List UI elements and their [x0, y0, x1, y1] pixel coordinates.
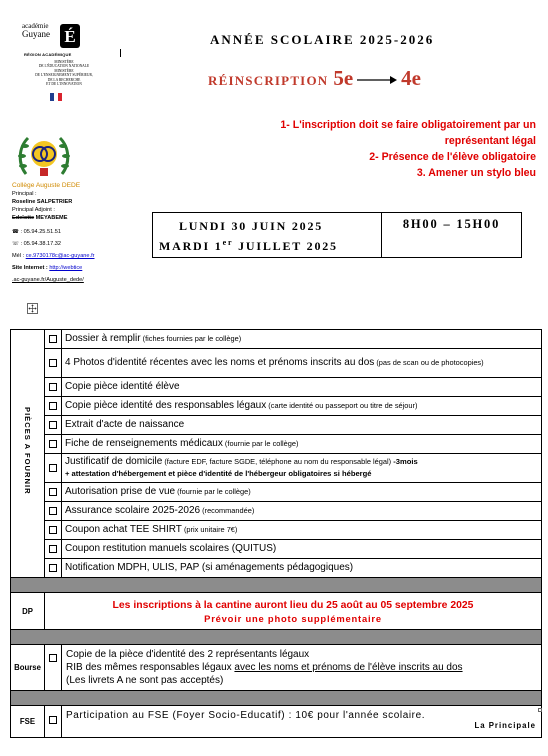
separator-row	[11, 578, 542, 593]
adjoint-name: MEYABEME	[35, 215, 68, 221]
item-text: Assurance scolaire 2025-2026	[65, 505, 201, 516]
site-link-continued[interactable]: .ac-guyane.fr/Auguste_dede/	[12, 277, 84, 283]
academie-logo-text	[22, 22, 50, 38]
academie-line2: Guyane	[22, 29, 50, 39]
item-note: (prix unitaire 7€)	[181, 525, 238, 534]
checkbox-cell[interactable]	[45, 330, 62, 349]
svg-text:É: É	[64, 27, 76, 46]
bourse-line3: (Les livrets A ne sont pas acceptés)	[66, 675, 224, 686]
date-line2	[159, 238, 338, 254]
list-item	[62, 397, 542, 416]
principal-name: Roseline SALPETRIER	[12, 199, 73, 205]
checkbox-cell[interactable]	[45, 645, 62, 691]
list-item	[62, 559, 542, 578]
item-text: Extrait d'acte de naissance	[65, 419, 185, 430]
item-note: (facture EDF, facture SGDE, téléphone au nom du responsable légal)	[162, 457, 392, 466]
fse-row	[11, 706, 542, 738]
separator-cell	[11, 630, 542, 645]
fse-label: FSE	[11, 706, 45, 738]
table-row	[11, 349, 542, 378]
arrow-right-icon	[357, 75, 397, 85]
list-item	[62, 483, 542, 502]
academie-line1: académie	[22, 22, 49, 30]
checkbox[interactable]	[49, 507, 57, 515]
site-row	[12, 264, 122, 272]
checkbox-cell[interactable]	[45, 483, 62, 502]
checkbox[interactable]	[49, 716, 57, 724]
principal-label: Principal :	[12, 191, 37, 197]
table-row	[11, 397, 542, 416]
item-note: (recommandée)	[200, 506, 255, 515]
item-text: Copie pièce identité des responsables légaux	[65, 400, 267, 411]
list-item	[62, 540, 542, 559]
checkbox-cell[interactable]	[45, 349, 62, 378]
date-line2-sup: er	[222, 238, 234, 247]
reinscription-label: RÉINSCRIPTION	[208, 73, 329, 88]
marianne-flag-icon	[50, 93, 62, 101]
item-note: (carte identité ou passeport ou titre de séjour)	[266, 401, 418, 410]
dates-box	[152, 212, 382, 258]
checkbox[interactable]	[49, 335, 57, 343]
grade-from: 5e	[333, 66, 354, 90]
mail-label: Mél :	[12, 253, 25, 259]
text-cursor	[120, 49, 121, 57]
bourse-content	[62, 645, 542, 691]
table-row	[11, 330, 542, 349]
checkbox[interactable]	[49, 488, 57, 496]
table-row	[11, 435, 542, 454]
school-info	[12, 182, 122, 284]
bourse-line1: Copie de la pièce d'identité des 2 représentants légaux	[66, 649, 310, 660]
date-line2-suffix: JUILLET 2025	[233, 239, 338, 253]
ministry-line: MINISTÈRE	[54, 60, 74, 64]
table-row	[11, 502, 542, 521]
dp-line1: Les inscriptions à la cantine auront lieu du 25 août au 05 septembre 2025	[112, 599, 474, 611]
separator-cell	[11, 578, 542, 593]
bourse-line2	[66, 661, 537, 674]
checkbox[interactable]	[49, 654, 57, 662]
list-item	[62, 521, 542, 540]
phone2: : 05.94.38.17.32	[20, 241, 61, 247]
pieces-section-label-cell	[11, 330, 45, 578]
table-row	[11, 378, 542, 397]
page-title: ANNÉE SCOLAIRE 2025-2026	[210, 32, 435, 47]
ministry-line: DE L'ÉDUCATION NATIONALE	[38, 64, 90, 69]
checkbox-cell[interactable]	[45, 559, 62, 578]
fax-icon: ☏	[12, 241, 19, 247]
table-row	[11, 416, 542, 435]
signature-label: La Principale	[474, 721, 536, 730]
item-bold: -3mois	[391, 457, 418, 466]
bourse-line2-underlined: avec les noms et prénoms de l'élève inscrits au dos	[234, 662, 463, 673]
instructions-notes	[280, 117, 536, 181]
phone-row-2	[12, 240, 122, 248]
list-item	[62, 349, 542, 378]
fse-content: Participation au FSE (Foyer Socio-Educatif) : 10€ pour l'année scolaire.	[62, 706, 542, 738]
item-note: (fournie par le collège)	[175, 487, 251, 496]
list-item	[62, 378, 542, 397]
item-text: Autorisation prise de vue	[65, 486, 176, 497]
table-row	[11, 559, 542, 578]
ministry-block	[24, 60, 104, 86]
item-text: Notification MDPH, ULIS, PAP	[65, 562, 200, 573]
note-line: représentant légal	[444, 135, 536, 147]
item-text: Fiche de renseignements médicaux	[65, 438, 223, 449]
item-text: Dossier à remplir	[65, 333, 141, 344]
separator-cell	[11, 691, 542, 706]
checkbox-cell[interactable]	[45, 706, 62, 738]
item-text: Copie pièce identité élève	[65, 381, 180, 392]
checkbox-cell[interactable]	[45, 540, 62, 559]
item-note: (si aménagements pédagogiques)	[199, 562, 354, 573]
checkbox[interactable]	[49, 402, 57, 410]
adjoint-name-struck: Edelotte	[12, 215, 35, 221]
item-text: Coupon restitution manuels scolaires (QUITUS)	[65, 543, 277, 554]
checkbox-cell[interactable]	[45, 397, 62, 416]
item-note: (fournie par le collège)	[222, 439, 299, 448]
adjoint-name-row	[12, 214, 122, 222]
checkbox[interactable]	[49, 545, 57, 553]
hours-box: 8H00 – 15H00	[381, 212, 522, 258]
dp-content	[45, 593, 542, 630]
item-note: (pas de scan ou de photocopies)	[374, 358, 484, 367]
table-row	[11, 540, 542, 559]
ministry-line: ET DE L'INNOVATION	[46, 82, 82, 87]
table-row	[11, 454, 542, 483]
pieces-section-label: PIÈCES A FOURNIR	[23, 407, 32, 495]
note-line: 2- Présence de l'élève obligatoire	[369, 151, 536, 163]
dp-line2: Prévoir une photo supplémentaire	[204, 612, 382, 624]
mail-row	[12, 252, 122, 260]
item-text: 4 Photos d'identité récentes avec les noms et prénoms inscrits au dos	[65, 357, 375, 368]
item-bold: + attestation d'hébergement et pièce d'identité de l'hébergeur obligatoires si hébergé	[65, 469, 372, 478]
move-handle-icon[interactable]	[27, 303, 38, 314]
ministry-line: MINISTÈRE	[54, 68, 74, 73]
list-item	[62, 454, 542, 483]
checkbox-cell[interactable]	[45, 435, 62, 454]
phone-row-1	[12, 228, 122, 236]
dp-label: DP	[11, 593, 45, 630]
note-line: 3. Amener un stylo bleu	[416, 167, 536, 179]
checkbox-cell[interactable]	[45, 416, 62, 435]
requirements-table	[10, 329, 542, 738]
item-text: Justificatif de domicile	[65, 456, 163, 467]
checkbox[interactable]	[49, 526, 57, 534]
list-item	[62, 502, 542, 521]
bourse-row	[11, 645, 542, 691]
grade-to: 4e	[401, 66, 421, 90]
table-row	[11, 521, 542, 540]
checkbox[interactable]	[49, 464, 57, 472]
site-label: Site Internet :	[12, 265, 48, 271]
checkbox-cell[interactable]	[45, 521, 62, 540]
checkbox[interactable]	[49, 359, 57, 367]
college-logo-icon	[16, 130, 72, 182]
adjoint-label: Principal Adjoint :	[12, 207, 55, 213]
table-row	[11, 483, 542, 502]
date-line2-prefix: MARDI 1	[159, 239, 223, 253]
bourse-line2-start: RIB des mêmes responsables légaux	[66, 662, 235, 673]
date-line1: LUNDI 30 JUIN 2025	[179, 219, 324, 233]
checkbox[interactable]	[49, 440, 57, 448]
checkbox-cell[interactable]	[45, 502, 62, 521]
item-note: (fiches fournies par le collège)	[140, 334, 242, 343]
checkbox-cell[interactable]	[45, 454, 62, 483]
site-link[interactable]: http://webtice	[49, 265, 83, 271]
bourse-label: Bourse	[11, 645, 45, 691]
phone-icon: ☎	[12, 229, 19, 235]
reinscription-heading	[208, 66, 421, 91]
checkbox[interactable]	[49, 383, 57, 391]
checkbox[interactable]	[49, 421, 57, 429]
ministry-line: DE LA RECHERCHE	[47, 77, 81, 82]
resize-handle-icon[interactable]	[538, 708, 542, 712]
separator-row	[11, 691, 542, 706]
separator-row	[11, 630, 542, 645]
list-item	[62, 330, 542, 349]
academie-e-logo-icon	[60, 24, 80, 48]
mail-link[interactable]: ce.9730178c@ac-guyane.fr	[25, 253, 95, 259]
list-item	[62, 435, 542, 454]
item-text: Coupon achat TEE SHIRT	[65, 524, 182, 535]
checkbox[interactable]	[49, 564, 57, 572]
school-name: Collège Auguste DEDE	[12, 182, 81, 189]
note-line: 1- L'inscription doit se faire obligatoirement par un	[280, 119, 536, 131]
list-item	[62, 416, 542, 435]
checkbox-cell[interactable]	[45, 378, 62, 397]
ministry-line: DE L'ENSEIGNEMENT SUPÉRIEUR,	[35, 73, 93, 78]
phone1: : 05.94.25.51.51	[20, 229, 61, 235]
region-label: RÉGION ACADÉMIQUE	[24, 52, 72, 57]
dp-row	[11, 593, 542, 630]
